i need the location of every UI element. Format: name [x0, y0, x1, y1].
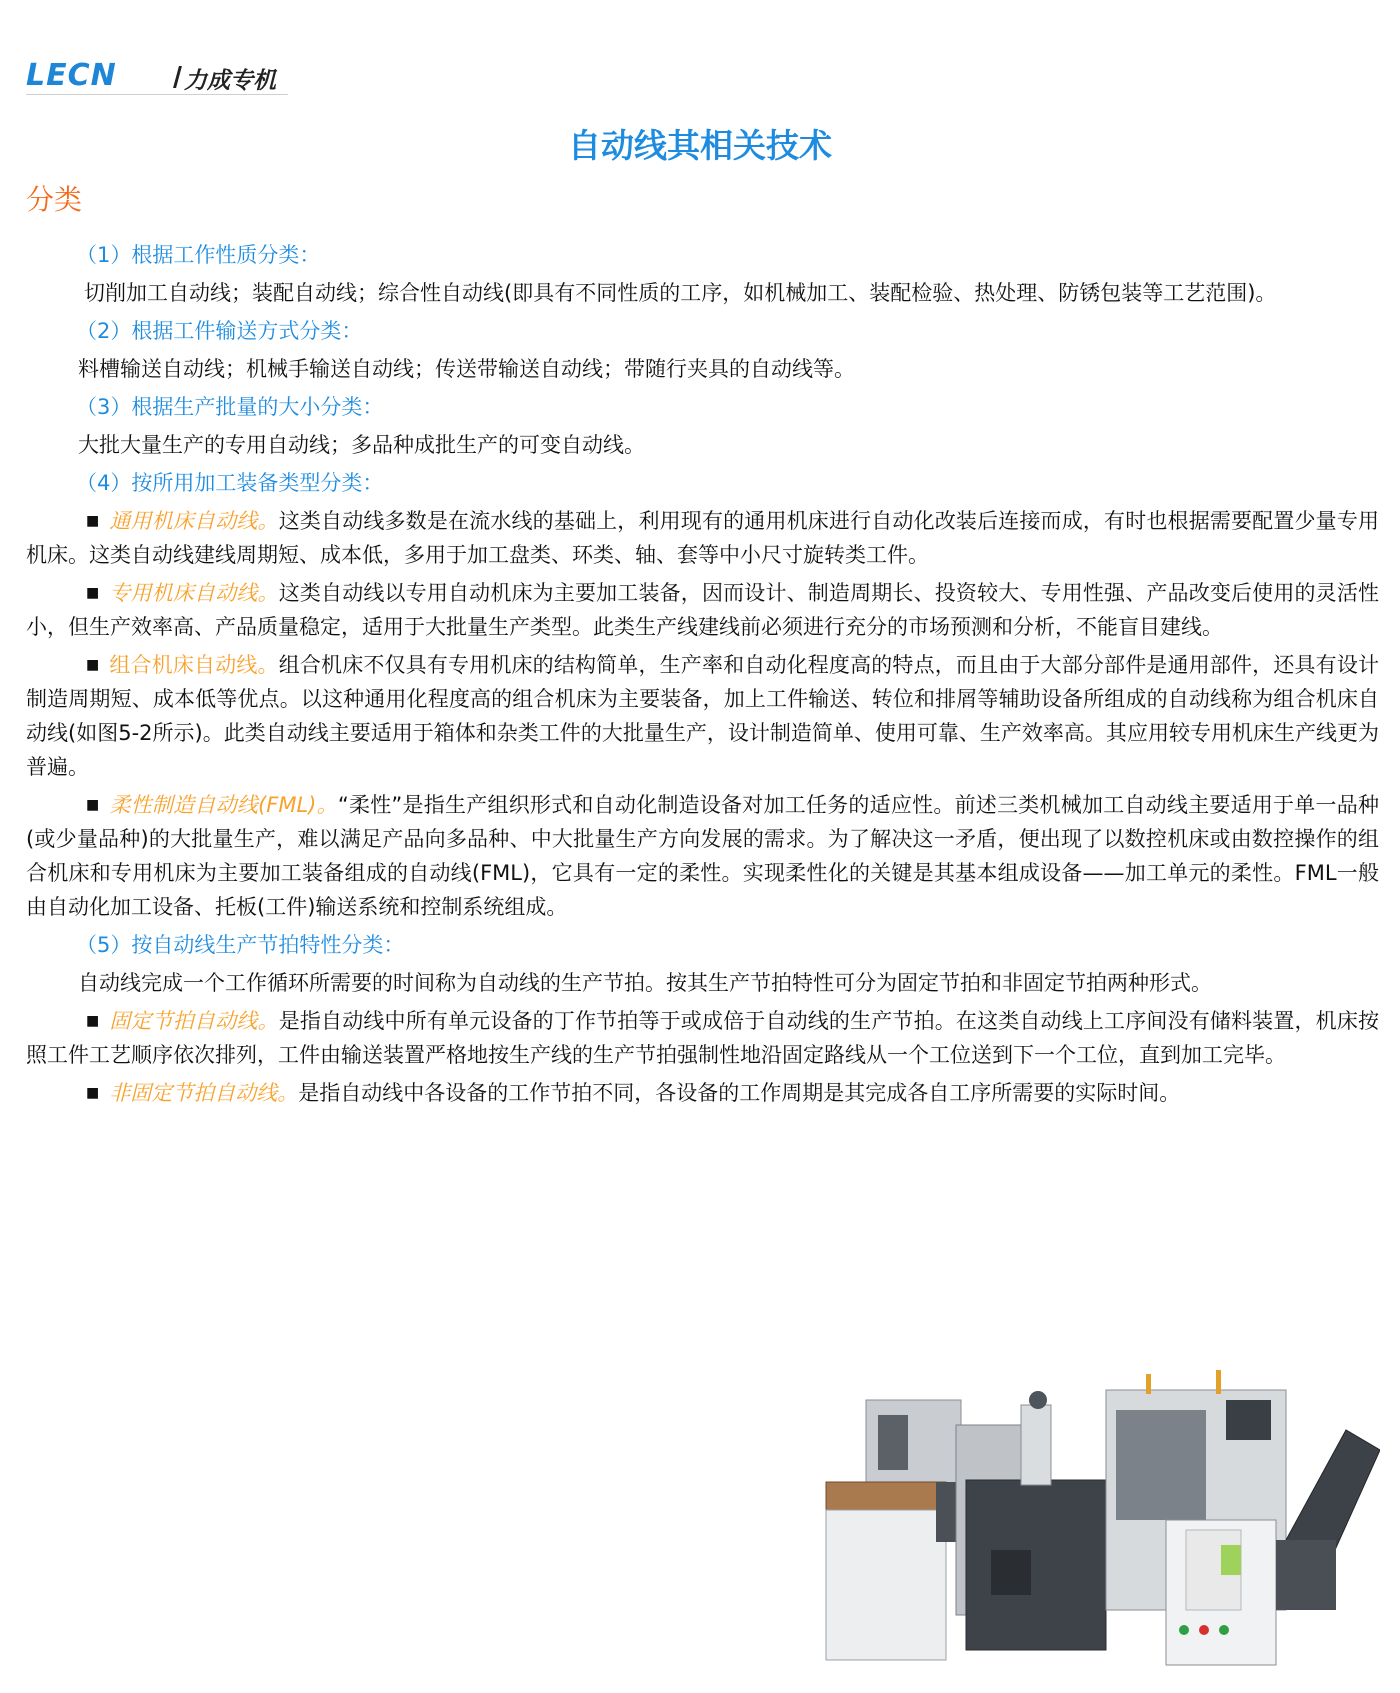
term-description: 这类自动线以专用自动机床为主要加工装备，因而设计、制造周期长、投资较大、专用性强、产品改变后使用的灵活性小，但生产效率高、产品质量稳定，适用于大批量生产类型。此类生产线建线前必须进行充分的市场预测和分析，不能盲目建线。	[26, 581, 1379, 639]
bullet-paragraph	[26, 1076, 1379, 1110]
square-bullet-icon: ■	[86, 1013, 100, 1029]
term-label: 固定节拍自动线。	[109, 1009, 279, 1033]
paragraph: 切削加工自动线；装配自动线；综合性自动线(即具有不同性质的工序，如机械加工、装配检验、热处理、防锈包装等工艺范围)。	[84, 281, 1277, 305]
bullet-paragraph	[26, 788, 1379, 924]
paragraph: 自动线完成一个工作循环所需要的时间称为自动线的生产节拍。按其生产节拍特性可分为固定节拍和非固定节拍两种形式。	[78, 971, 1212, 995]
subsection-heading: （4）按所用加工装备类型分类：	[76, 471, 384, 495]
square-bullet-icon: ■	[86, 585, 100, 601]
term-label: 通用机床自动线。	[109, 509, 279, 533]
term-description: 是指自动线中各设备的工作节拍不同，各设备的工作周期是其完成各自工序所需要的实际时间。	[298, 1081, 1181, 1105]
bullet-paragraph	[26, 1004, 1379, 1072]
subsection-heading: （5）按自动线生产节拍特性分类：	[76, 933, 405, 957]
term-label: 柔性制造自动线(FML)。	[109, 793, 338, 817]
paragraph: 料槽输送自动线；机械手输送自动线；传送带输送自动线；带随行夹具的自动线等。	[78, 357, 855, 381]
logo-underline	[26, 94, 288, 95]
logo	[26, 58, 292, 96]
square-bullet-icon: ■	[86, 1085, 100, 1101]
term-label: 专用机床自动线。	[109, 581, 279, 605]
logo-separator	[173, 66, 182, 88]
subsection-heading: （2）根据工件输送方式分类：	[76, 319, 363, 343]
section-heading: 分类	[26, 183, 83, 216]
term-description: “柔性”是指生产组织形式和自动化制造设备对加工任务的适应性。前述三类机械加工自动线主要适用于单一品种(或少量品种)的大批量生产，难以满足产品向多品种、中大批量生产方向发展的需求。为了解决这一矛盾，便出现了以数控机床或由数控操作的组合机床和专用机床为主要加工装备组成的自动线(FML)，它具有一定的柔性。实现柔性化的关键是其基本组成设备——加工单元的柔性。FML一般由自动化加工设备、托板(工件)输送系统和控制系统组成。	[26, 793, 1379, 919]
article-body	[26, 238, 1379, 1114]
term-description: 这类自动线多数是在流水线的基础上，利用现有的通用机床进行自动化改装后连接而成，有时也根据需要配置少量专用机床。这类自动线建线周期短、成本低，多用于加工盘类、环类、轴、套等中小尺寸旋转类工件。	[26, 509, 1379, 567]
logo-brand-cn: 力成专机	[184, 68, 276, 94]
paragraph: 大批大量生产的专用自动线；多品种成批生产的可变自动线。	[78, 433, 645, 457]
square-bullet-icon: ■	[86, 513, 100, 529]
page-title: 自动线其相关技术	[568, 126, 832, 165]
subsection-heading: （3）根据生产批量的大小分类：	[76, 395, 384, 419]
bullet-paragraph	[26, 504, 1379, 572]
bullet-paragraph	[26, 648, 1379, 784]
bullet-paragraph	[26, 576, 1379, 644]
term-description: 是指自动线中所有单元设备的丁作节拍等于或成倍于自动线的生产节拍。在这类自动线上工序间没有储料装置，机床按照工件工艺顺序依次排列，工件由输送装置严格地按生产线的生产节拍强制性地沿固定路线从一个工位送到下一个工位，直到加工完毕。	[26, 1009, 1379, 1067]
term-label: 非固定节拍自动线。	[109, 1081, 299, 1105]
square-bullet-icon: ■	[86, 797, 100, 813]
square-bullet-icon: ■	[86, 657, 100, 673]
term-label: 组合机床自动线。	[109, 653, 279, 677]
term-description: 组合机床不仅具有专用机床的结构简单，生产率和自动化程度高的特点，而且由于大部分部件是通用部件，还具有设计制造周期短、成本低等优点。以这种通用化程度高的组合机床为主要装备，加上工件输送、转位和排屑等辅助设备所组成的自动线称为组合机床自动线(如图5-2所示)。此类自动线主要适用于箱体和杂类工件的大批量生产，设计制造简单、使用可靠、生产效率高。其应用较专用机床生产线更为普遍。	[26, 653, 1379, 779]
subsection-heading: （1）根据工作性质分类：	[76, 243, 321, 267]
machine-illustration	[806, 1370, 1380, 1670]
logo-brand-en: LECN	[26, 58, 117, 93]
